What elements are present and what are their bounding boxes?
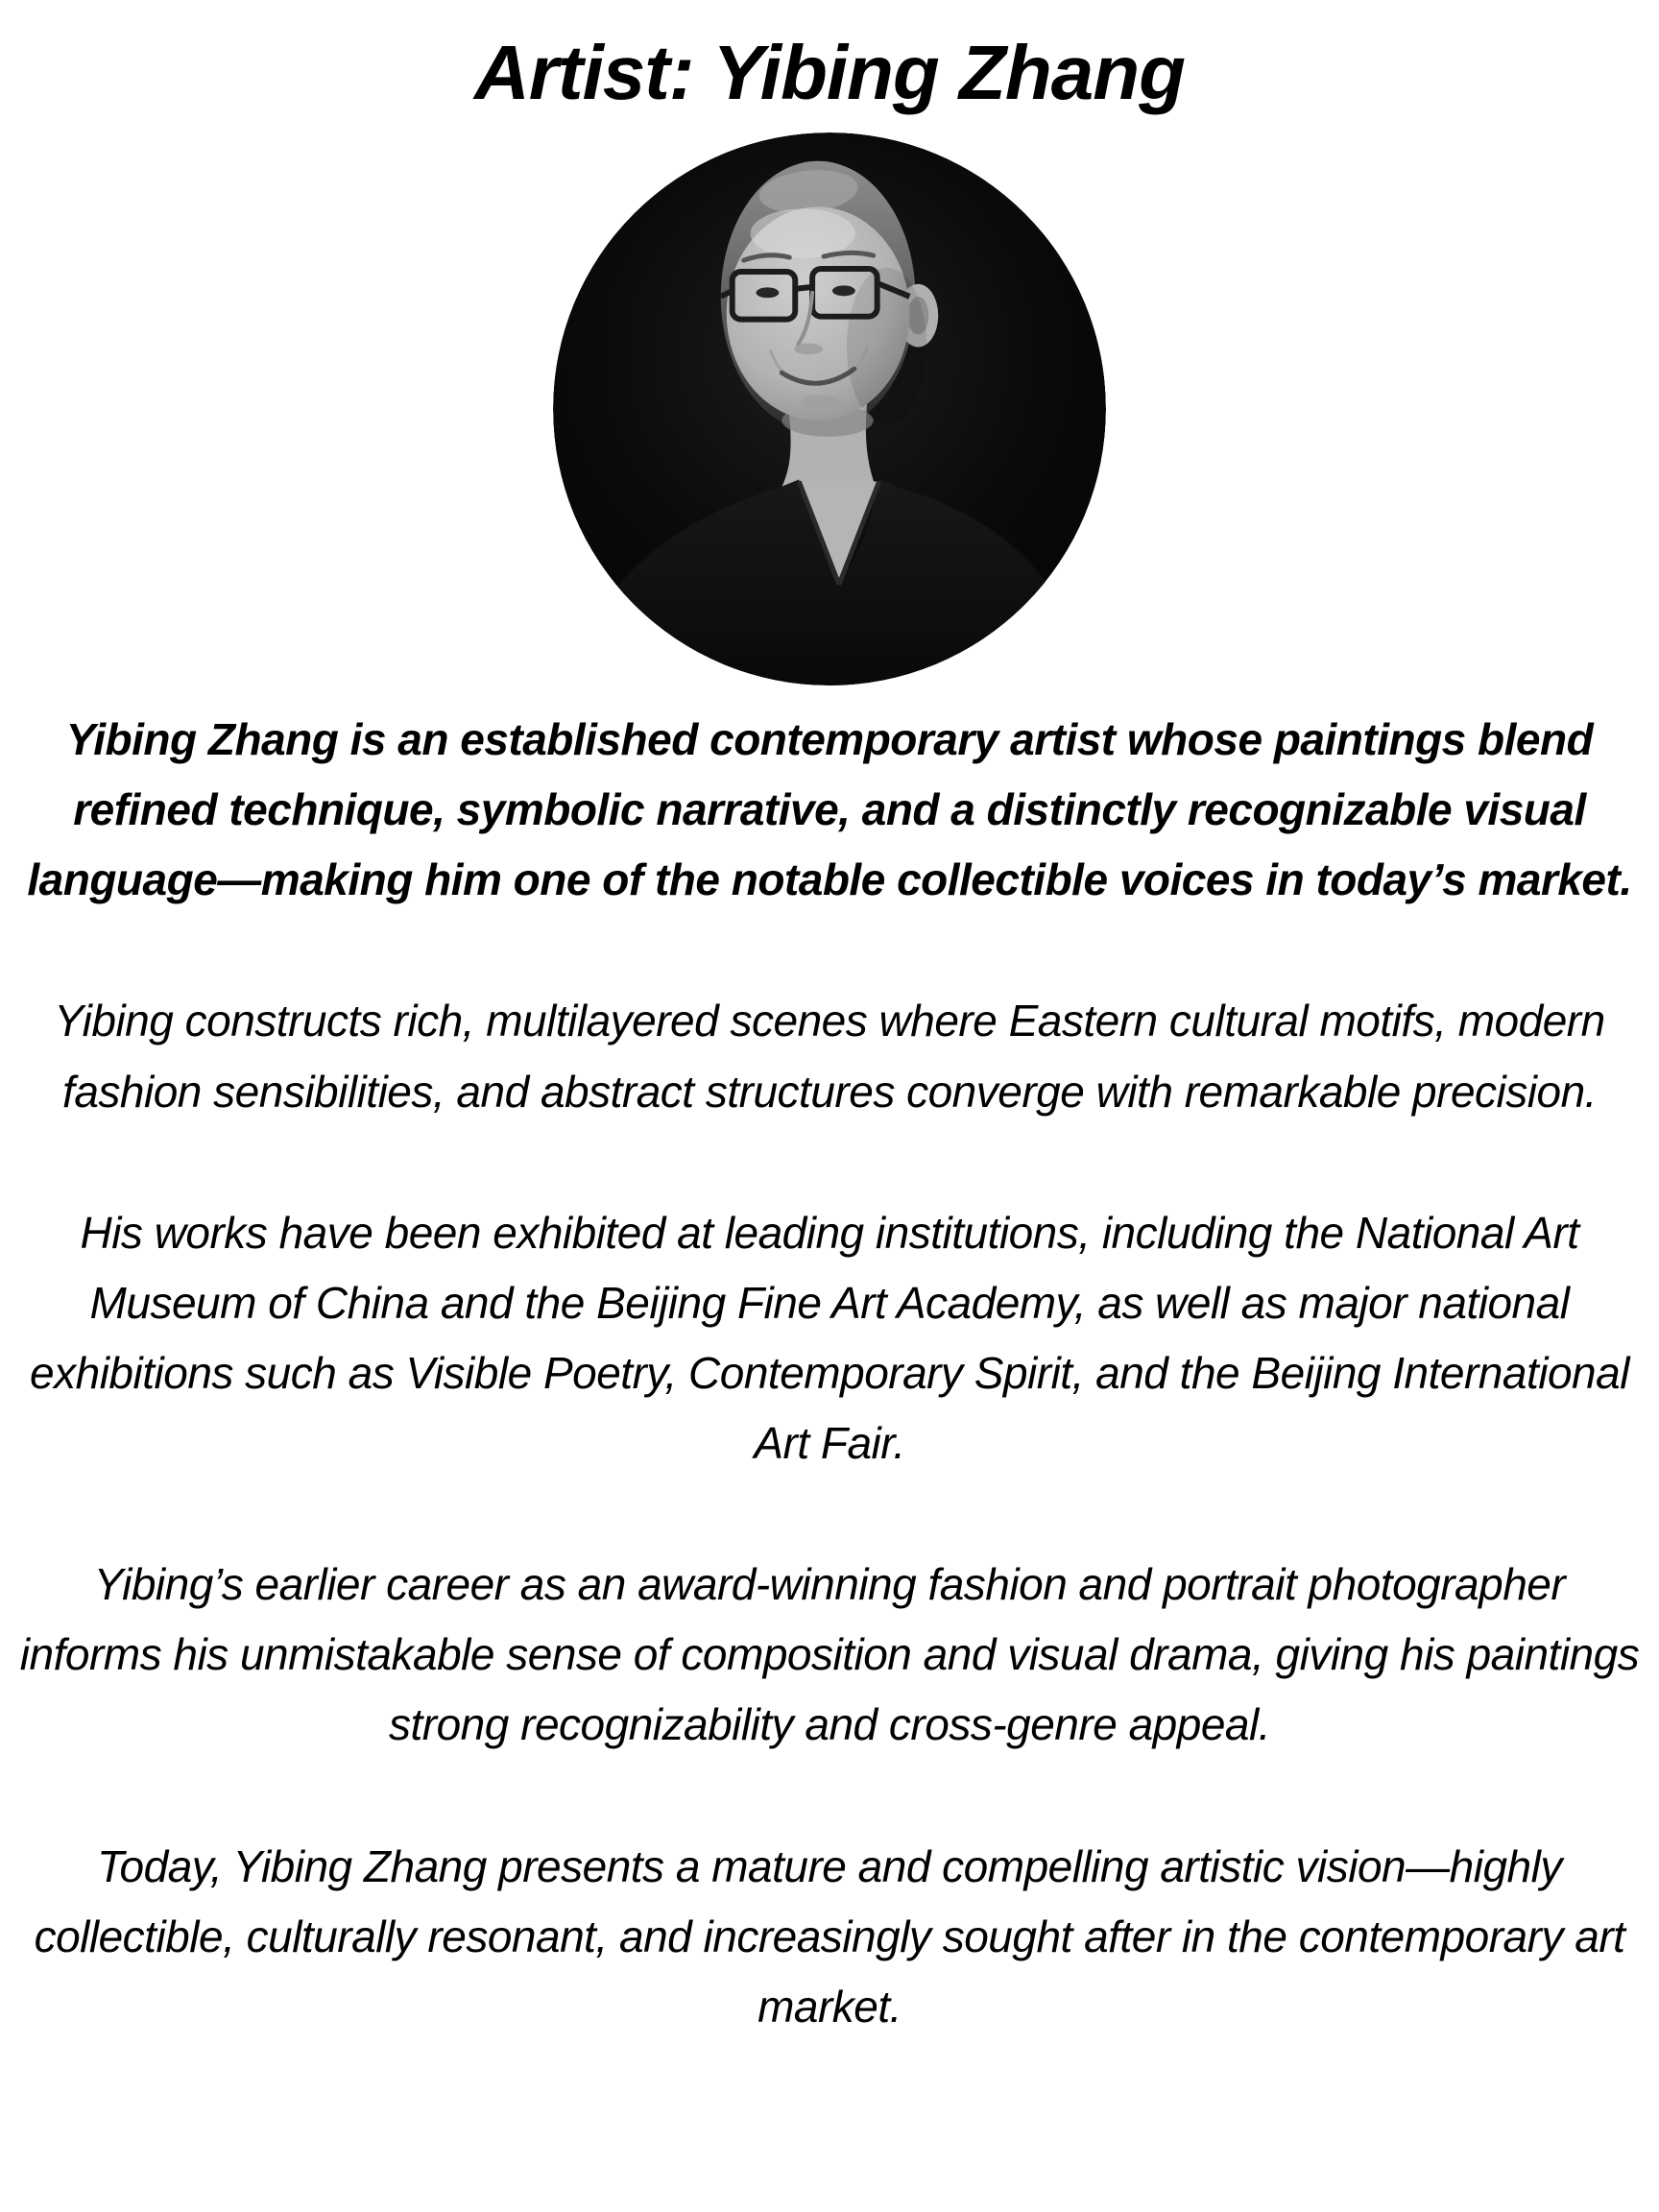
portrait-illustration	[553, 132, 1106, 685]
bio-paragraph-exhibitions: His works have been exhibited at leading institutions, including the National Art Museum of China and the Beijing Fine Art Academy, as well as major national exhibitions such as Visible Poetry, Contemporary Spirit, and the Beijing International Art Fair.	[30, 1207, 1629, 1468]
bio-paragraph-today: Today, Yibing Zhang presents a mature and compelling artistic vision—highly collectible, culturally resonant, and increasingly sought after in the contemporary art market.	[34, 1840, 1625, 2032]
artist-portrait-photo	[553, 132, 1106, 685]
bio-paragraph-career: Yibing’s earlier career as an award-winning fashion and portrait photographer informs his unmistakable sense of composition and visual drama, giving his paintings strong recognizability and cross-genre appeal.	[19, 1559, 1640, 1750]
bio-intro-paragraph: Yibing Zhang is an established contemporary artist whose paintings blend refined technique, symbolic narrative, and a distinctly recognizable visual language—making him one of the notable collectible voices in today’s market.	[27, 714, 1632, 905]
bio-paragraph-style: Yibing constructs rich, multilayered scenes where Eastern cultural motifs, modern fashion sensibilities, and abstract structures converge with remarkable precision.	[54, 996, 1605, 1117]
page-title: Artist: Yibing Zhang	[474, 30, 1185, 115]
